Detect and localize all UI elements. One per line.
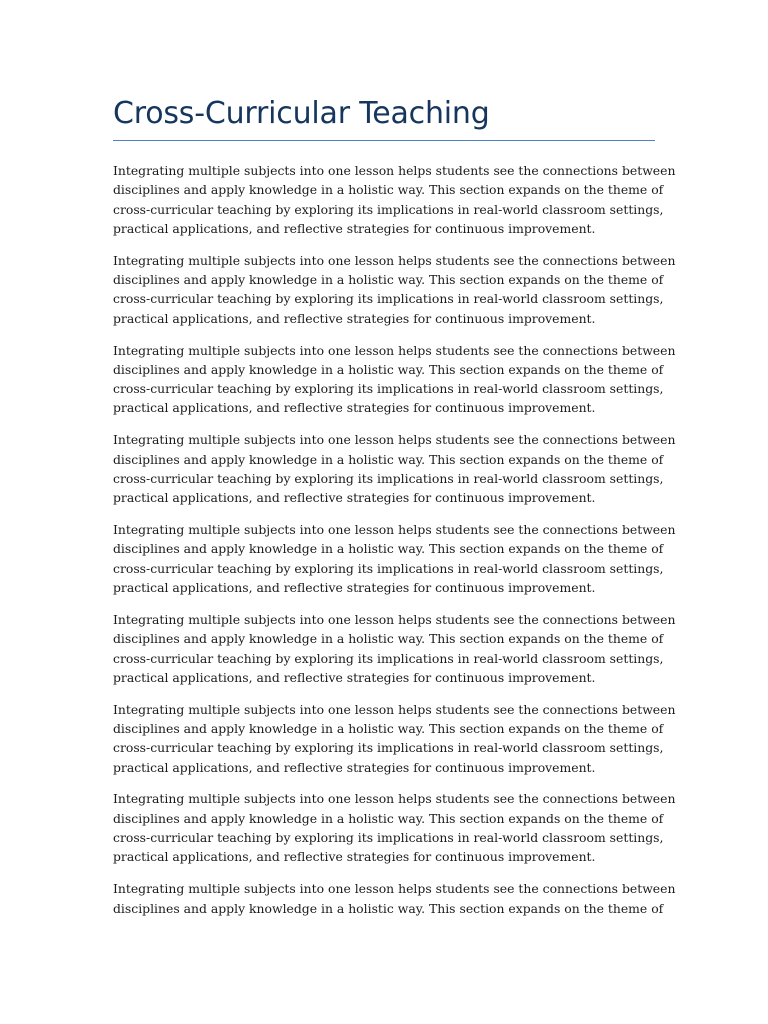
paragraph-line: disciplines and apply knowledge in a holistic way. This section expands on the theme of xyxy=(113,451,664,467)
paragraph-line: Integrating multiple subjects into one lesson helps students see the connections between xyxy=(113,163,676,178)
paragraph-line: Integrating multiple subjects into one lesson helps students see the connections between xyxy=(113,791,676,807)
paragraph-line: Integrating multiple subjects into one lesson helps students see the connections between xyxy=(113,701,676,717)
paragraph-line: cross-curricular teaching by exploring its implications in real-world classroom settings, xyxy=(113,830,664,846)
paragraph-line: Integrating multiple subjects into one lesson helps students see the connections between xyxy=(113,611,676,627)
paragraph-line: practical applications, and reflective strategies for continuous improvement. xyxy=(113,400,596,416)
document-title: Cross-Curricular Teaching xyxy=(113,96,490,131)
paragraph-line: cross-curricular teaching by exploring its implications in real-world classroom settings, xyxy=(113,291,664,307)
paragraph-line: Integrating multiple subjects into one lesson helps students see the connections between xyxy=(113,881,676,897)
paragraph-line: disciplines and apply knowledge in a holistic way. This section expands on the theme of xyxy=(113,272,664,288)
paragraph-line: Integrating multiple subjects into one lesson helps students see the connections between xyxy=(113,252,676,268)
paragraph-line: cross-curricular teaching by exploring its implications in real-world classroom settings, xyxy=(113,470,664,486)
paragraph-line: practical applications, and reflective strategies for continuous improvement. xyxy=(113,220,596,236)
body-paragraph-5 xyxy=(113,520,676,597)
paragraph-line: disciplines and apply knowledge in a holistic way. This section expands on the theme of xyxy=(113,361,664,377)
paragraph-line: cross-curricular teaching by exploring its implications in real-world classroom settings, xyxy=(113,650,664,666)
body-paragraph-4 xyxy=(113,430,676,507)
title-underline-rule xyxy=(113,140,655,141)
paragraph-line: Integrating multiple subjects into one lesson helps students see the connections between xyxy=(113,432,676,448)
paragraph-line: practical applications, and reflective strategies for continuous improvement. xyxy=(113,759,596,775)
body-paragraph-9 xyxy=(113,879,676,918)
paragraph-line: disciplines and apply knowledge in a holistic way. This section expands on the theme of xyxy=(113,541,664,557)
body-paragraph-8 xyxy=(113,789,676,866)
paragraph-line: disciplines and apply knowledge in a holistic way. This section expands on the theme of xyxy=(113,720,664,736)
paragraph-line: disciplines and apply knowledge in a holistic way. This section expands on the theme of xyxy=(113,182,664,198)
paragraph-line: cross-curricular teaching by exploring its implications in real-world classroom settings, xyxy=(113,560,664,576)
paragraph-line: practical applications, and reflective strategies for continuous improvement. xyxy=(113,490,596,506)
paragraph-line: practical applications, and reflective strategies for continuous improvement. xyxy=(113,310,596,326)
paragraph-line: Integrating multiple subjects into one lesson helps students see the connections between xyxy=(113,522,676,538)
paragraph-line: practical applications, and reflective strategies for continuous improvement. xyxy=(113,849,596,865)
document-page xyxy=(113,94,676,930)
paragraph-line: practical applications, and reflective strategies for continuous improvement. xyxy=(113,580,596,596)
body-paragraph-7 xyxy=(113,700,676,777)
body-paragraph-3 xyxy=(113,341,676,418)
body-paragraph-6 xyxy=(113,610,676,687)
paragraph-line: practical applications, and reflective strategies for continuous improvement. xyxy=(113,669,596,685)
body-paragraph-2 xyxy=(113,251,676,328)
paragraph-line: cross-curricular teaching by exploring its implications in real-world classroom settings, xyxy=(113,740,664,756)
paragraph-line: Integrating multiple subjects into one lesson helps students see the connections between xyxy=(113,342,676,358)
paragraph-line: cross-curricular teaching by exploring its implications in real-world classroom settings, xyxy=(113,201,664,217)
paragraph-line: disciplines and apply knowledge in a holistic way. This section expands on the theme of xyxy=(113,900,664,916)
paragraph-line: cross-curricular teaching by exploring its implications in real-world classroom settings, xyxy=(113,381,664,397)
paragraph-line: disciplines and apply knowledge in a holistic way. This section expands on the theme of xyxy=(113,810,664,826)
body-paragraph-1 xyxy=(113,161,676,238)
paragraph-line: disciplines and apply knowledge in a holistic way. This section expands on the theme of xyxy=(113,631,664,647)
